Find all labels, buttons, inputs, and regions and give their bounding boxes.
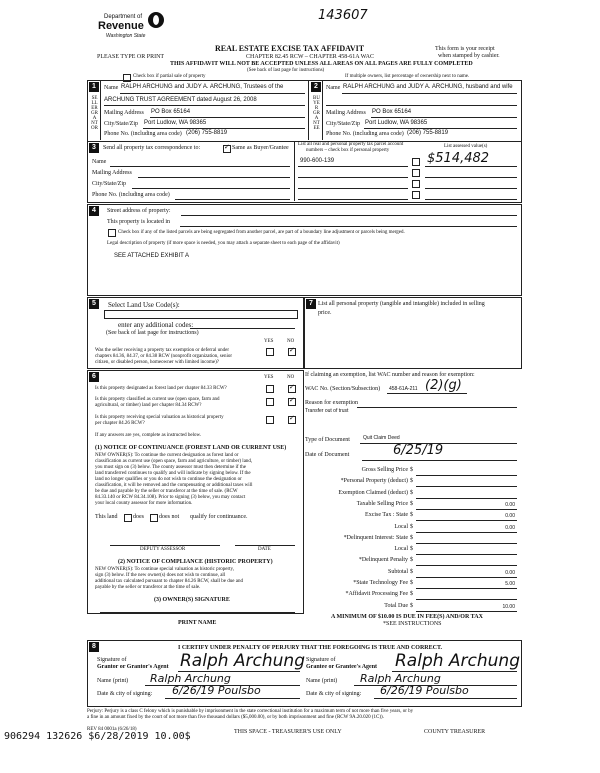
street-address-underline	[181, 215, 517, 216]
partial-sale-label: Check box if partial sale of property	[133, 74, 206, 79]
seller-phone-value[interactable]: (206) 755-8819	[186, 130, 228, 136]
section-divider	[308, 80, 309, 140]
same-as-buyer-checkbox[interactable]	[223, 145, 231, 153]
tax-row-currency: $	[410, 535, 413, 541]
dept-line3: Washington State	[106, 33, 146, 39]
send-all-label: Send all property tax correspondence to:	[103, 145, 201, 151]
tax-row-underline	[416, 554, 517, 555]
section-3-number: 3	[89, 143, 99, 153]
buyer-print-label: Name (print)	[306, 678, 338, 684]
treasurer-stamp: 906294 132626 $6/28/2019 10.00$	[4, 731, 191, 742]
seller-city-label: City/State/Zip	[104, 121, 138, 127]
same-as-buyer-label: Same as Buyer/Grantee	[232, 145, 289, 151]
list-personal-2: price.	[318, 310, 332, 316]
doc-date-underline	[362, 460, 517, 461]
assessed-line-2	[425, 177, 517, 178]
county-treasurer: COUNTY TREASURER	[424, 729, 486, 735]
notice1-line-1: classification as current use (open space, farm and agriculture, or timber) land,	[95, 459, 253, 464]
section-1-number: 1	[89, 82, 99, 92]
tax-row-currency: $	[410, 501, 413, 507]
buyer-mailing-label: Mailing Address	[326, 110, 366, 116]
tax-row-label: Local	[394, 546, 408, 552]
legal-desc-value[interactable]: SEE ATTACHED EXHIBIT A	[114, 253, 190, 259]
list-personal-1: List all personal property (tangible and intangible) included in selling	[318, 301, 485, 307]
tax-row-currency: $	[410, 580, 413, 586]
tax-row-currency: $	[410, 569, 413, 575]
tax-row-label: *Affidavit Processing Fee	[345, 591, 408, 597]
tax-row-currency: $	[410, 467, 413, 473]
street-address-label: Street address of property:	[107, 208, 171, 214]
buyer-phone-label: Phone No. (including area code)	[326, 131, 404, 137]
tax-row-label: Subtotal	[387, 569, 408, 575]
doc-type-label: Type of Document	[305, 437, 350, 443]
owner-signature-label: (3) OWNER(S) SIGNATURE	[154, 597, 230, 603]
section-4-number: 4	[89, 206, 99, 216]
s3-phone-underline	[175, 199, 290, 200]
parcel-header-2: numbers – check box if personal property	[306, 148, 390, 153]
dor-logo-icon	[148, 12, 164, 28]
tax-row-underline	[416, 599, 517, 600]
reason-value[interactable]: Transfer out of trust	[305, 408, 349, 414]
tax-row-value[interactable]: 0.00	[505, 513, 515, 519]
buyer-date-line	[374, 698, 517, 699]
seller-sig-label-2: Grantor or Grantor's Agent	[97, 664, 169, 670]
seller-mailing-value[interactable]: PO Box 65164	[151, 109, 191, 115]
located-in-underline	[180, 226, 517, 227]
assessed-line-3	[425, 188, 517, 189]
forest-no-checkbox[interactable]	[288, 385, 296, 393]
perjury-line-1: Perjury: Perjury is a class C felony which is punishable by imprisonment in the state correctional institution for a maximum term of not more than five years, or by	[87, 709, 414, 714]
doc-type-value[interactable]: Quit Claim Deed	[363, 435, 400, 441]
handwritten-document-number: 143607	[318, 8, 368, 23]
buyer-phone-value[interactable]: (206) 755-8819	[407, 130, 449, 136]
personal-property-checkbox-3[interactable]	[412, 180, 420, 188]
current-use-yes-checkbox[interactable]	[266, 398, 274, 406]
wac-value[interactable]: 458-61A-211	[389, 386, 418, 392]
minimum-due: A MINIMUM OF $10.00 IS DUE IN FEE(S) AND/OR TAX	[331, 614, 483, 620]
perjury-line-2: a fine in an amount fixed by the court of not more than five thousand dollars ($5,000.00), or by both imprisonment and fine (RCW 9A.20.020 (1C)).	[87, 715, 384, 720]
segregated-checkbox[interactable]	[108, 229, 116, 237]
qualify-label: qualify for continuance.	[190, 514, 248, 520]
receipt-note-1: This form is your receipt	[435, 46, 495, 52]
tax-row-label: Local	[394, 524, 408, 530]
header-see-back: (See back of last page for instructions)	[247, 68, 325, 73]
print-name-label: PRINT NAME	[178, 620, 217, 626]
historic-no-checkbox[interactable]	[288, 416, 296, 424]
wac-underline	[387, 393, 467, 394]
exemption-no-checkbox[interactable]	[288, 348, 296, 356]
seller-date-line	[165, 698, 300, 699]
s3-city-underline	[132, 188, 290, 189]
does-not-label: does not	[159, 514, 180, 520]
tax-row-label: *Delinquent Interest: State	[343, 535, 408, 541]
tax-row-underline	[416, 588, 517, 589]
tax-row-underline	[416, 475, 517, 476]
seller-signature[interactable]: Ralph Archung	[180, 651, 306, 671]
exemption-q1: Was the seller receiving a property tax exemption or deferral under	[95, 348, 229, 353]
receipt-note-2: when stamped by cashier.	[438, 53, 500, 59]
s3-name-underline	[110, 166, 290, 167]
tax-row-value[interactable]: 0.00	[505, 525, 515, 531]
buyer-city-value[interactable]: Port Ludlow, WA 98365	[365, 120, 428, 126]
tax-row-currency: $	[410, 557, 413, 563]
located-in-label: This property is located in	[107, 219, 170, 225]
deputy-date-line	[235, 545, 295, 546]
tax-row-underline	[416, 565, 517, 566]
s6-yes-header: YES	[264, 375, 274, 380]
tax-row-value[interactable]: 5.00	[505, 581, 515, 587]
seller-side-divider	[100, 80, 101, 140]
notice1-line-8: your local county assessor for more information.	[95, 501, 193, 506]
buyer-side-label: BUYER GRANTEE	[313, 96, 320, 131]
segregated-label: Check box if any of the listed parcels are being segregated from another parcel, are part of a boundary line adjustment or parcels being merged.	[118, 230, 405, 235]
notice1-line-7: 84.33.140 or RCW 84.34.108). Prior to signing (3) below, you may contact	[95, 495, 246, 500]
buyer-mailing-value[interactable]: PO Box 65164	[372, 109, 412, 115]
assessed-line-4	[425, 199, 517, 200]
notice1-line-6: be due and payable by the seller or transferor at the time of sale. (RCW	[95, 489, 238, 494]
s3-mailing-label: Mailing Address	[92, 170, 132, 176]
multiple-owners-note: If multiple owners, list percentage of ownership next to name.	[345, 74, 470, 79]
seller-print-label: Name (print)	[97, 678, 129, 684]
tax-row-label: *Personal Property (deduct)	[340, 478, 408, 484]
tax-row-label: *State Technology Fee	[353, 580, 408, 586]
treasurer-space: THIS SPACE - TREASURER'S USE ONLY	[234, 729, 342, 735]
buyer-side-divider	[322, 80, 323, 140]
s3-mailing-underline	[138, 177, 290, 178]
tax-row-underline	[416, 611, 517, 612]
section-4-box	[87, 204, 522, 296]
notice1-line-2: you must sign on (3) below. The county assessor must then determine if the	[95, 465, 246, 470]
notice1-title: (1) NOTICE OF CONTINUANCE (FOREST LAND OR CURRENT USE)	[95, 445, 287, 451]
tax-row-underline	[416, 486, 517, 487]
doc-date-label: Date of Document	[305, 452, 350, 458]
buyer-date-city-label: Date & city of signing:	[306, 691, 362, 697]
notice1-line-3: land transferred continues to qualify and will indicate by signing below. If the	[95, 471, 251, 476]
additional-codes-label: enter any additional codes:	[118, 321, 194, 329]
form-chapter: CHAPTER 82.45 RCW – CHAPTER 458-61A WAC	[246, 54, 374, 60]
tax-row-label: Taxable Selling Price	[356, 501, 408, 507]
land-use-code-field[interactable]	[104, 310, 298, 319]
tax-row-currency: $	[410, 524, 413, 530]
additional-codes-underline	[190, 328, 295, 329]
assessed-line-1	[425, 166, 517, 167]
parcel-line-1	[298, 166, 408, 167]
s6-q1: Is this property designated as forest land per chapter 84.33 RCW?	[95, 386, 227, 391]
seller-date-city-label: Date & city of signing:	[97, 691, 153, 697]
wac-handwritten[interactable]: (2)(g)	[425, 378, 462, 393]
see-instructions: *SEE INSTRUCTIONS	[383, 621, 442, 627]
parcel-line-2	[298, 177, 408, 178]
buyer-print-name[interactable]: Ralph Archung	[360, 672, 441, 685]
does-not-checkbox[interactable]	[150, 514, 158, 522]
tax-row-label: Excise Tax : State	[365, 512, 408, 518]
buyer-name2-underline	[326, 105, 517, 106]
buyer-mailing-underline	[371, 117, 517, 118]
owner-signature-line	[100, 612, 295, 613]
s3-divider	[294, 141, 295, 201]
tax-row-currency: $	[410, 512, 413, 518]
assessed-value-1[interactable]: $514,482	[427, 151, 490, 166]
section-5-number: 5	[89, 299, 99, 309]
notice2-line-1: sign (3) below. If the new owner(s) does not wish to continue, all	[95, 573, 226, 578]
please-type: PLEASE TYPE OR PRINT	[97, 54, 165, 60]
does-checkbox[interactable]	[124, 514, 132, 522]
tax-row-currency: $	[410, 603, 413, 609]
seller-name-line2[interactable]: ARCHUNG TRUST AGREEMENT dated August 26, 2008	[104, 97, 257, 103]
seller-mailing-label: Mailing Address	[104, 110, 144, 116]
exemption-q3: citizen, or disabled person, homeowner with limited income)?	[95, 360, 219, 365]
land-use-label: Select Land Use Code(s):	[108, 301, 180, 309]
tax-row-underline	[416, 532, 517, 533]
section-8-number: 8	[89, 642, 99, 652]
s6-no-header: NO	[287, 375, 295, 380]
personal-property-checkbox-1[interactable]	[412, 158, 420, 166]
seller-city-value[interactable]: Port Ludlow, WA 98365	[144, 120, 207, 126]
tax-row-underline	[416, 509, 517, 510]
section-7-number: 7	[306, 299, 316, 309]
s6-q3a: Is this property receiving special valuation as historical property	[95, 415, 224, 420]
s5-yes-header: YES	[264, 339, 274, 344]
s3-phone-label: Phone No. (including area code)	[92, 192, 170, 198]
tax-row-label: *Delinquent Penalty	[358, 557, 408, 563]
legal-desc-label: Legal description of property (if more space is needed, you may attach a separate sheet to each page of the affidavit)	[107, 241, 340, 246]
tax-row-currency: $	[410, 591, 413, 597]
seller-name-line1[interactable]: RALPH ARCHUNG and JUDY A. ARCHUNG, Trustees of the	[121, 84, 284, 90]
this-land-label: This land	[95, 514, 118, 520]
notice2-line-0: NEW OWNER(S): To continue special valuation as historic property,	[95, 567, 234, 572]
wac-label: WAC No. (Section/Subsection)	[305, 386, 381, 392]
certify-statement: I CERTIFY UNDER PENALTY OF PERJURY THAT THE FOREGOING IS TRUE AND CORRECT.	[178, 645, 443, 651]
reason-label: Reason for exemption	[305, 400, 358, 406]
buyer-name-value[interactable]: RALPH ARCHUNG and JUDY A. ARCHUNG, husband and wife	[343, 84, 513, 90]
s6-q2b: agricultural, or timber) land per chapter 84.34 RCW?	[95, 403, 202, 408]
historic-yes-checkbox[interactable]	[266, 416, 274, 424]
tax-row-label: Total Due	[384, 603, 408, 609]
s6-if-yes: If any answers are yes, complete as instructed below.	[95, 433, 202, 438]
s3-city-label: City/State/Zip	[92, 181, 126, 187]
tax-row-value[interactable]: 10.00	[502, 604, 515, 610]
seller-name-underline	[120, 93, 305, 94]
tax-row-value[interactable]: 0.00	[505, 502, 515, 508]
seller-print-name[interactable]: Ralph Archung	[150, 672, 231, 685]
notice2-line-2: additional tax calculated pursuant to chapter 84.26 RCW, shall be due and	[95, 579, 243, 584]
notice1-line-4: land no longer qualifies or you do not wish to continue the designation or	[95, 477, 242, 482]
seller-date-city[interactable]: 6/26/19 Poulsbo	[172, 684, 261, 697]
tax-row-underline	[416, 520, 517, 521]
tax-row-currency: $	[410, 490, 413, 496]
tax-row-value[interactable]: 0.00	[505, 570, 515, 576]
s5-see-back: (See back of last page for instructions)	[106, 330, 199, 336]
current-use-no-checkbox[interactable]	[288, 398, 296, 406]
s6-q3b: per chapter 84.26 RCW?	[95, 421, 145, 426]
seller-mailing-underline	[150, 117, 305, 118]
buyer-city-underline	[364, 128, 517, 129]
form-warning: THIS AFFIDAVIT WILL NOT BE ACCEPTED UNLESS ALL AREAS ON ALL PAGES ARE FULLY COMPLETED	[170, 61, 473, 67]
notice2-line-3: payable by the seller or transferor at the time of sale.	[95, 585, 201, 590]
buyer-name-underline	[342, 93, 517, 94]
seller-phone-label: Phone No. (including area code)	[104, 131, 182, 137]
exemption-q2: chapters 84.36, 84.37, or 84.38 RCW (nonprofit organization, senior	[95, 354, 233, 359]
parcel-line-3	[298, 188, 408, 189]
tax-row-currency: $	[410, 546, 413, 552]
tax-row-underline	[416, 577, 517, 578]
section-2-number: 2	[311, 82, 321, 92]
tax-row-label: Exemption Claimed (deduct)	[338, 490, 408, 496]
buyer-name-label: Name	[326, 85, 341, 91]
forest-yes-checkbox[interactable]	[266, 385, 274, 393]
notice1-line-0: NEW OWNER(S): To continue the current designation as forest land or	[95, 453, 239, 458]
personal-property-checkbox-4[interactable]	[412, 191, 420, 199]
rev-code: REV 84 0001a (6/26/18)	[87, 727, 137, 732]
form-title: REAL ESTATE EXCISE TAX AFFIDAVIT	[215, 44, 365, 53]
section-6-number: 6	[89, 372, 99, 382]
buyer-sig-label-1: Signature of	[306, 657, 336, 663]
seller-name2-underline	[104, 105, 305, 106]
assessed-header: List assessed value(s)	[444, 144, 488, 149]
buyer-date-city[interactable]: 6/26/19 Poulsbo	[380, 684, 469, 697]
buyer-sig-label-2: Grantee or Grantee's Agent	[306, 664, 378, 670]
deputy-date-label: DATE	[258, 547, 271, 552]
parcel-line-4	[298, 199, 408, 200]
seller-sig-label-1: Signature of	[97, 657, 127, 663]
s6-q2a: Is this property classified as current use (open space, farm and	[95, 397, 220, 402]
dept-line1: Department of	[104, 14, 143, 20]
seller-side-label: SELLER GRANTOR	[91, 96, 98, 131]
tax-row-label: Gross Selling Price	[361, 467, 408, 473]
deputy-assessor-label: DEPUTY ASSESSOR	[140, 547, 186, 552]
parcel-number-1[interactable]: 990-600-139	[300, 158, 335, 164]
notice2-title: (2) NOTICE OF COMPLIANCE (HISTORIC PROPERTY)	[118, 559, 273, 565]
buyer-signature[interactable]: Ralph Archung	[395, 651, 521, 671]
wac-intro: If claiming an exemption, list WAC number and reason for exemption:	[305, 372, 475, 378]
does-label: does	[133, 514, 144, 520]
exemption-yes-checkbox[interactable]	[266, 348, 274, 356]
doc-date-value[interactable]: 6/25/19	[393, 443, 444, 458]
tax-row-underline	[416, 498, 517, 499]
deputy-assessor-line	[110, 545, 220, 546]
parcel-header-1: List all real and personal property tax parcel account	[298, 142, 404, 147]
seller-name-label: Name	[104, 85, 119, 91]
s3-name-label: Name	[92, 159, 107, 165]
dept-line2: Revenue	[98, 20, 144, 32]
s5-no-header: NO	[287, 339, 295, 344]
section-7-box	[304, 297, 522, 369]
notice1-line-5: classification, it will be removed and the compensating or additional taxes will	[95, 483, 253, 488]
tax-row-currency: $	[410, 478, 413, 484]
reason-underline	[357, 407, 517, 408]
personal-property-checkbox-2[interactable]	[412, 169, 420, 177]
seller-city-underline	[143, 128, 305, 129]
tax-row-underline	[416, 543, 517, 544]
buyer-city-label: City/State/Zip	[326, 121, 360, 127]
